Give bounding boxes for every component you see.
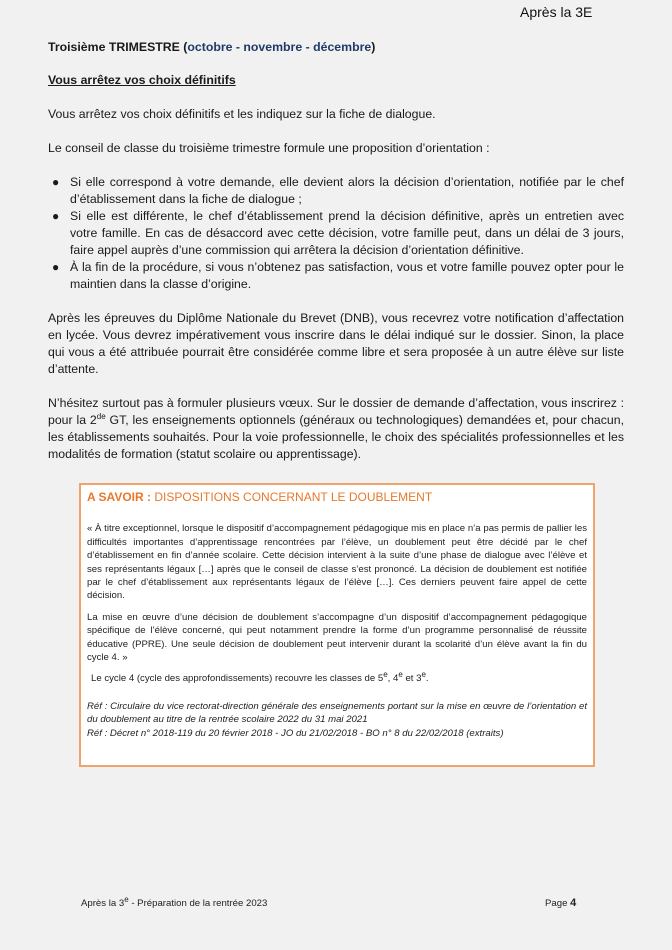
info-box-doublement xyxy=(79,483,595,767)
info-box-quote: « À titre exceptionnel, lorsque le dispositif d’accompagnement pédagogique mis en place n’a pas permis de pallier les difficultés importantes d’apprentissage rencontrées par l’élève, un doublement peut être décidé par le chef d’établissement en fin d’année scolaire. Cette décision intervient à la suite d’une phase de dialogue avec l’élève et ses représentants légaux […] après que le conseil de classe s’est prononcé. La décision de doublement est notifiée par le chef d’établissement aux représentants légaux de l’élève […]. Ces derniers peuvent faire appel de cette décision. xyxy=(87,523,587,602)
dnb-paragraph: Après les épreuves du Diplôme Nationale du Brevet (DNB), vous recevrez votre notification d’affectation en lycée. Vous devrez impérativement vous inscrire dans le délai indiqué sur le dossier. Sinon, la place qui vous a été attribuée pourrait être considérée comme libre et sera proposée à un autre élève sur liste d’attente. xyxy=(48,311,624,376)
page-number xyxy=(545,897,576,909)
info-box-references xyxy=(87,700,587,740)
main-content xyxy=(48,39,624,463)
page-label: Page xyxy=(545,898,571,909)
cycle-text: , 4 xyxy=(387,673,399,685)
info-box-title xyxy=(87,491,587,504)
info-box-cycle-note xyxy=(87,672,587,685)
footer-sup: e xyxy=(124,894,129,904)
list-item xyxy=(48,174,624,208)
bullet-icon: ● xyxy=(52,175,60,189)
bullet-text: À la fin de la procédure, si vous n’obtenez pas satisfaction, vous et votre famille pouvez opter pour le maintien dans la classe d’origine. xyxy=(70,260,624,291)
cycle-text: . xyxy=(425,673,429,685)
voeux-text-1: N’hésitez surtout pas à formuler plusieurs vœux. Sur le dossier de demande d’affectation, vous inscrirez : pour la 2 xyxy=(48,396,624,427)
footer-text: Après la 3 xyxy=(81,898,125,909)
reference-1: Réf : Circulaire du vice rectorat-direction générale des enseignements portant sur la mise en œuvre de l’orientation et du doublement au titre de la rentrée scolaire 2022 du 31 mai 2021 xyxy=(87,700,587,726)
reference-2: Réf : Décret n° 2018-119 du 20 février 2018 - JO du 21/02/2018 - BO n° 8 du 22/02/2018 (extraits) xyxy=(87,727,504,739)
cycle-sup: e xyxy=(421,670,426,680)
bullet-text: Si elle est différente, le chef d’établissement prend la décision définitive, après un entretien avec votre famille. En cas de désaccord avec cette décision, votre famille peut, dans un délai de 3 jours, faire appel auprès d’une commission qui arrêtera la décision d’orientation définitive. xyxy=(70,209,624,257)
cycle-sup: e xyxy=(383,670,388,680)
running-header: Après la 3E xyxy=(520,4,593,20)
section-title-prefix: Troisième TRIMESTRE ( xyxy=(48,40,188,54)
bullet-text: Si elle correspond à votre demande, elle devient alors la décision d’orientation, notifiée par le chef d’établissement dans la fiche de dialogue ; xyxy=(70,175,624,206)
footer-text: - Préparation de la rentrée 2023 xyxy=(128,898,268,909)
cycle-text: et 3 xyxy=(402,673,422,685)
list-item xyxy=(48,208,624,259)
cycle-sup: e xyxy=(398,670,403,680)
subtitle: Vous arrêtez vos choix définitifs xyxy=(48,73,236,87)
section-title xyxy=(48,39,624,56)
section-title-suffix: ) xyxy=(371,40,376,54)
info-box-paragraph: La mise en œuvre d’une décision de doublement s’accompagne d’un dispositif d’accompagnement pédagogique spécifique de l’élève concerné, qui peut notamment prendre la forme d’un programme personnalisé de réussite éducative (PPRE). Une seule décision de doublement peut intervenir durant la scolarité d’un élève avant la fin du cycle 4. » xyxy=(87,611,587,664)
bullet-list xyxy=(48,174,624,293)
voeux-text-2: GT, les enseignements optionnels (généraux ou technologiques) demandées et, pour chacun, les établissements souhaités. Pour la voie professionnelle, le choix des spécialités professionnelles et les modalités de formation (statut scolaire ou apprentissage). xyxy=(48,413,624,461)
intro-paragraph: Vous arrêtez vos choix définitifs et les indiquez sur la fiche de dialogue. xyxy=(48,107,436,121)
voeux-paragraph xyxy=(48,395,624,463)
page-number-value: 4 xyxy=(570,897,577,909)
info-box-heading: DISPOSITIONS CONCERNANT LE DOUBLEMENT xyxy=(151,490,433,504)
voeux-superscript: de xyxy=(96,411,106,421)
bullet-icon: ● xyxy=(52,209,60,223)
conseil-paragraph: Le conseil de classe du troisième trimestre formule une proposition d’orientation : xyxy=(48,141,490,155)
list-item xyxy=(48,259,624,293)
section-title-months: octobre - novembre - décembre xyxy=(187,40,372,54)
footer-title xyxy=(81,894,268,909)
cycle-text: Le cycle 4 (cycle des approfondissements) recouvre les classes de 5 xyxy=(91,673,384,685)
bullet-icon: ● xyxy=(52,260,60,274)
info-box-label: A SAVOIR : xyxy=(87,490,152,504)
